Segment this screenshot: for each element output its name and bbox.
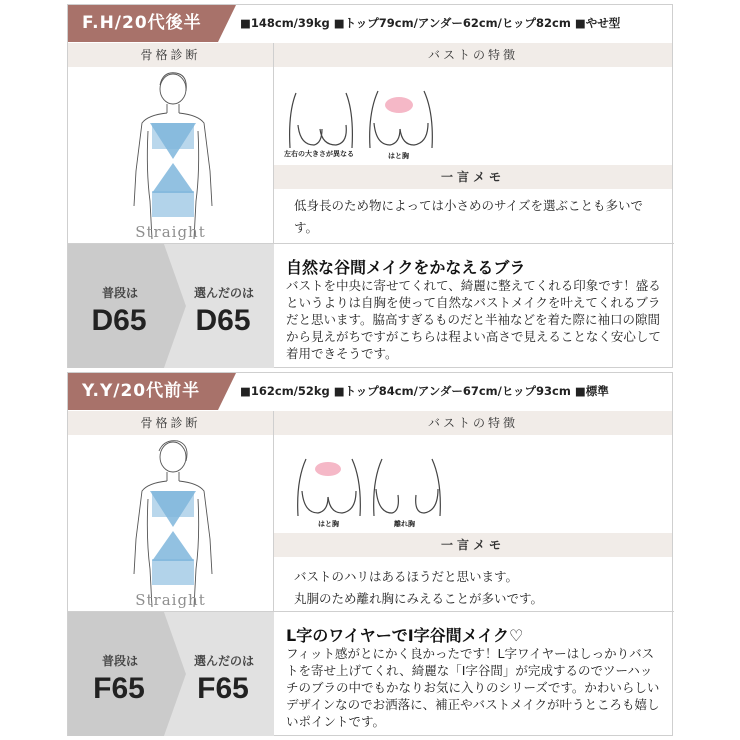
review-body: フィット感がとにかく良かったです！L字ワイヤーはしっかりバストを寄せ上げてくれ、綺麗な「I字谷間」が完成するのでツーハッチのブラの中でもかなりお気に入りのシリーズです。かわいらしいデザインなのでお洒落に、補正やバストメイクが叶うところも嬉しいポイントです。 [286,646,660,729]
review-title: 自然な谷間メイクをかなえるブラ [286,258,526,277]
skeleton-label: 骨格診断 [68,43,273,67]
card-header [68,5,674,42]
bust-illustration [286,73,436,151]
bust-illustration [294,441,444,519]
memo-label: 一言メモ [274,165,672,189]
skeleton-type: Straight [135,591,206,609]
divider [273,43,274,243]
bust-caption: はと胸 [388,152,409,160]
size-panel [68,612,274,736]
memo-line: 丸胴のため離れ胸にみえることが多いです。 [294,591,544,606]
body-stats: ■162cm/52kg ■トップ84cm/アンダー67cm/ヒップ93cm ■標準 [240,384,609,398]
memo-text: 低身長のため物によっては小さめのサイズを選ぶことも多いです。 [294,198,644,235]
usual-size-label: 普段は [101,286,138,300]
chosen-size-label: 選んだのは [193,654,254,668]
memo-line: バストのハリはあるほうだと思います。 [294,569,519,584]
bust-caption: 左右の大きさが異なる [284,150,354,158]
body-figure-illustration [108,439,238,609]
divider [273,411,274,611]
bust-caption: 離れ胸 [394,520,415,528]
review-title: L字のワイヤーでI字谷間メイク♡ [286,626,524,645]
body-stats: ■148cm/39kg ■トップ79cm/アンダー62cm/ヒップ82cm ■やせ型 [240,16,621,30]
bust-label: バストの特徴 [274,43,672,67]
reviewer-name: F.H/20代後半 [68,5,218,42]
review-body: バストを中央に寄せてくれて、綺麗に整えてくれる印象です！盛るというよりは自胸を使って自然なバストメイクを叶えてくれるブラだと思います。脇高すぎるものだと半袖などを着た際に袖口の隙間から見えがちですがこちらは程よい高さで見えることなく安心して着用できそうです。 [286,278,661,361]
skeleton-label: 骨格診断 [68,411,273,435]
skeleton-type: Straight [135,223,206,241]
body-figure-illustration [108,71,238,241]
review-card-2 [67,372,673,736]
usual-size-label: 普段は [101,654,138,668]
reviewer-name: Y.Y/20代前半 [68,373,218,410]
review-card-1 [67,4,673,368]
chosen-size-value: D65 [195,304,251,337]
usual-size-value: D65 [91,304,147,337]
card-header [68,373,674,410]
size-panel [68,244,274,368]
chosen-size-value: F65 [197,672,249,705]
bust-label: バストの特徴 [274,411,672,435]
memo-label: 一言メモ [274,533,672,557]
chosen-size-label: 選んだのは [193,286,254,300]
bust-caption: はと胸 [318,520,339,528]
usual-size-value: F65 [93,672,145,705]
